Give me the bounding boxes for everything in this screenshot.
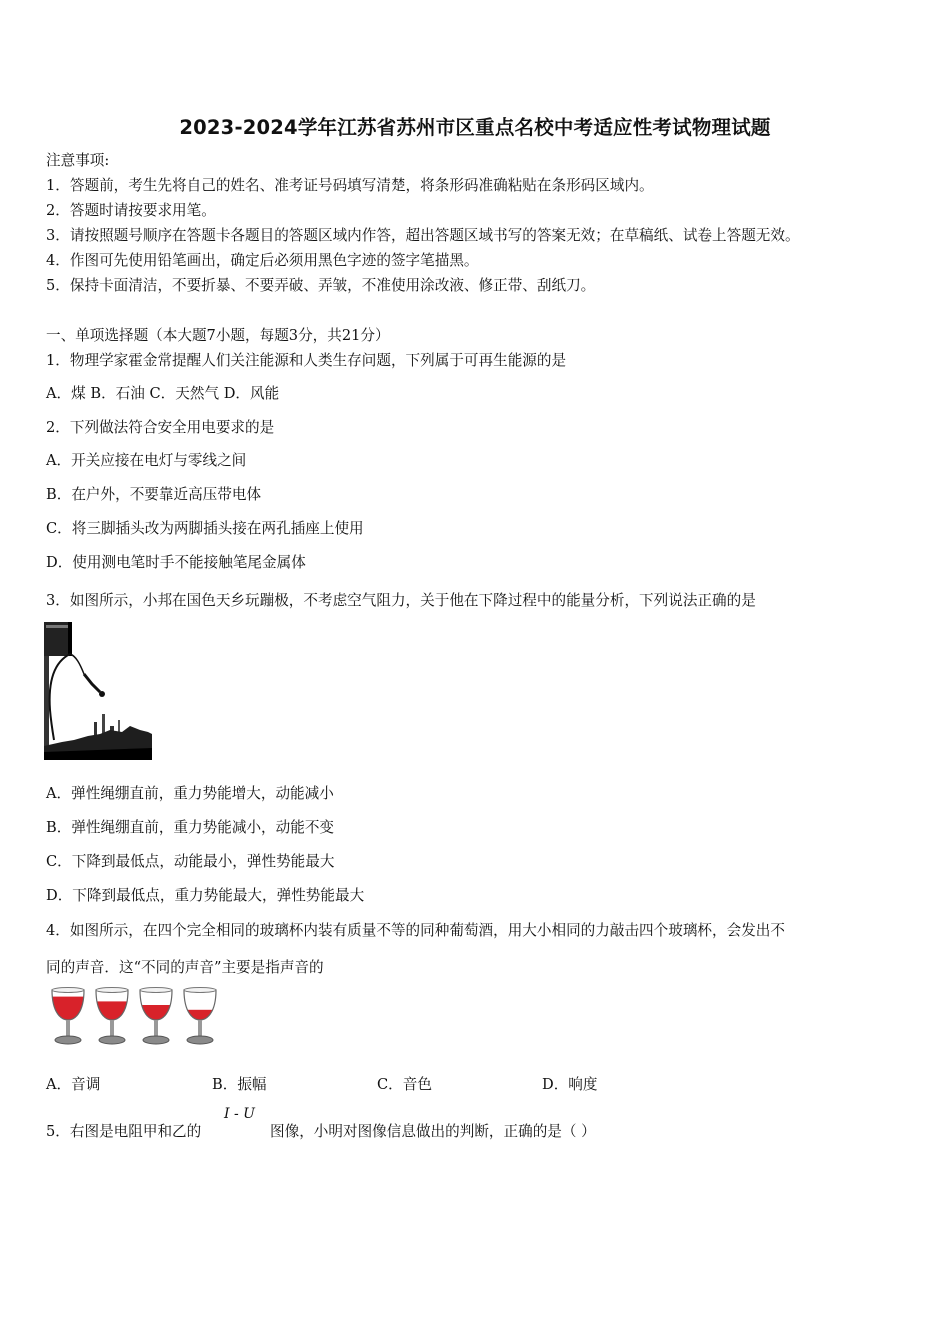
question-2-option-c: C．将三脚插头改为两脚插头接在两孔插座上使用 <box>46 520 364 537</box>
question-3-option-c: C．下降到最低点，动能最小，弹性势能最大 <box>46 853 335 870</box>
question-4-option-b: B．振幅 <box>212 1076 267 1093</box>
question-3-option-b: B．弹性绳绷直前，重力势能减小，动能不变 <box>46 819 335 836</box>
wine-fill-3 <box>139 1005 173 1021</box>
wine-glass-3 <box>139 988 173 1045</box>
question-3-option-d: D．下降到最低点，重力势能最大，弹性势能最大 <box>46 887 365 904</box>
notice-item-3: 3．请按照题号顺序在答题卡各题目的答题区域内作答，超出答题区域书写的答案无效；在草稿纸、试卷上答题无效。 <box>46 227 800 244</box>
notice-item-1: 1．答题前，考生先将自己的姓名、准考证号码填写清楚，将条形码准确粘贴在条形码区域内。 <box>46 177 654 194</box>
question-3-option-a: A．弹性绳绷直前，重力势能增大，动能减小 <box>46 785 334 802</box>
wine-glass-4 <box>183 988 217 1045</box>
question-5-stem-end: 图像，小明对图像信息做出的判断，正确的是（ ） <box>270 1123 596 1140</box>
question-1-stem: 1．物理学家霍金常提醒人们关注能源和人类生存问题，下列属于可再生能源的是 <box>46 352 567 369</box>
wine-glass-2 <box>95 988 129 1045</box>
page-title: 2023-2024学年江苏省苏州市区重点名校中考适应性考试物理试题 <box>179 116 771 139</box>
question-2-option-a: A．开关应接在电灯与零线之间 <box>46 452 247 469</box>
wine-glasses-image <box>46 986 220 1048</box>
section-heading: 一、单项选择题（本大题7小题，每题3分，共21分） <box>46 327 390 344</box>
notice-item-5: 5．保持卡面清洁，不要折暴、不要弄破、弄皱，不准使用涂改液、修正带、刮纸刀。 <box>46 277 596 294</box>
question-4-option-d: D．响度 <box>542 1076 598 1093</box>
wine-glass-1 <box>51 988 85 1045</box>
bungee-jump-image <box>44 622 152 760</box>
question-4-option-c: C．音色 <box>377 1076 432 1093</box>
question-2-option-d: D．使用测电笔时手不能接触笔尾金属体 <box>46 554 306 571</box>
question-2-option-b: B．在户外，不要靠近高压带电体 <box>46 486 262 503</box>
question-3-stem: 3．如图所示，小邦在国色天乡玩蹦极，不考虑空气阻力，关于他在下降过程中的能量分析，下列说法正确的是 <box>46 592 756 609</box>
notice-item-4: 4．作图可先使用铅笔画出，确定后必须用黑色字迹的签字笔描黑。 <box>46 252 479 269</box>
wine-fill-1 <box>51 997 85 1021</box>
question-4-stem-line-2: 同的声音．这“不同的声音”主要是指声音的 <box>46 959 324 976</box>
notice-item-2: 2．答题时请按要求用笔。 <box>46 202 216 219</box>
question-4-stem-line-1: 4．如图所示，在四个完全相同的玻璃杯内装有质量不等的同种葡萄酒，用大小相同的力敲击四个玻璃杯，会发出不 <box>46 922 785 939</box>
notice-heading: 注意事项: <box>46 152 110 169</box>
iu-formula: I - U <box>224 1106 255 1122</box>
question-1-options: A．煤 B．石油 C．天然气 D．风能 <box>46 385 280 402</box>
question-4-option-a: A．音调 <box>46 1076 101 1093</box>
question-5-stem-start: 5．右图是电阻甲和乙的 <box>46 1123 202 1140</box>
question-2-stem: 2．下列做法符合安全用电要求的是 <box>46 419 275 436</box>
